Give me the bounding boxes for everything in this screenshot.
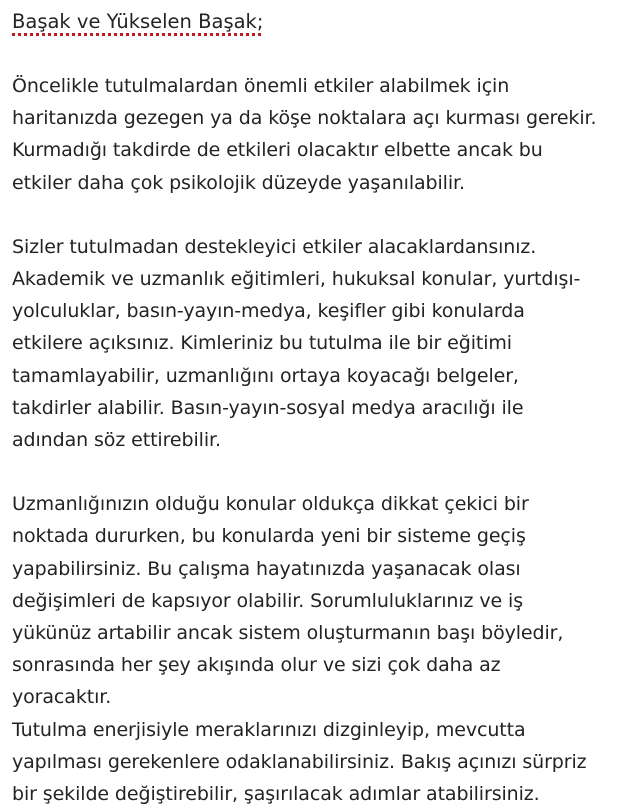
text-line: adından söz ettirebilir. [12,429,221,452]
text-line: takdirler alabilir. Basın-yayın-sosyal medya aracılığı ile [12,396,524,419]
text-line: yükünüz artabilir ancak sistem oluşturmanın başı böyledir, [12,622,564,645]
text-line: bir şekilde değiştirebilir, şaşırılacak adımlar atabilirsiniz. [12,783,540,806]
text-line: Sizler tutulmadan destekleyici etkiler alacaklardansınız. [12,235,537,258]
paragraph-intro [12,70,640,199]
text-line: etkiler daha çok psikolojik düzeyde yaşanılabilir. [12,171,465,194]
paragraph-spacer [12,199,640,231]
document-body [12,6,640,810]
text-line: noktada dururken, bu konularda yeni bir sisteme geçiş [12,525,526,548]
text-line: yapabilirsiniz. Bu çalışma hayatınızda yaşanacak olası [12,557,521,580]
document-title: Başak ve Yükselen Başak; [12,10,264,33]
text-line: Uzmanlığınızın olduğu konular oldukça dikkat çekici bir [12,493,529,516]
text-line: sonrasında her şey akışında olur ve sizi çok daha az [12,654,501,677]
text-line: Kurmadığı takdirde de etkileri olacaktır elbette ancak bu [12,139,543,162]
paragraph-focus [12,714,640,810]
text-line: haritanızda gezegen ya da köşe noktalara açı kurması gerekir. [12,107,597,130]
text-line: etkilere açıksınız. Kimleriniz bu tutulma ile bir eğitimi [12,332,512,355]
text-line: Tutulma enerjisiyle meraklarınızı dizginleyip, mevcutta [12,718,526,741]
paragraph-expertise [12,488,640,713]
text-line: değişimleri de kapsıyor olabilir. Sorumluluklarınız ve iş [12,589,524,612]
paragraph-spacer [12,38,640,70]
text-line: tamamlayabilir, uzmanlığını ortaya koyacağı belgeler, [12,364,519,387]
text-line: Öncelikle tutulmalardan önemli etkiler alabilmek için [12,75,510,97]
text-line: yoracaktır. [12,686,112,709]
text-line: Akademik ve uzmanlık eğitimleri, hukuksal konular, yurtdışı- [12,268,581,291]
text-line: yolculuklar, basın-yayın-medya, keşifler gibi konularda [12,300,525,323]
text-line: yapılması gerekenlere odaklanabilirsiniz. Bakış açınızı sürpriz [12,750,587,773]
paragraph-spacer [12,456,640,488]
paragraph-support [12,231,640,456]
